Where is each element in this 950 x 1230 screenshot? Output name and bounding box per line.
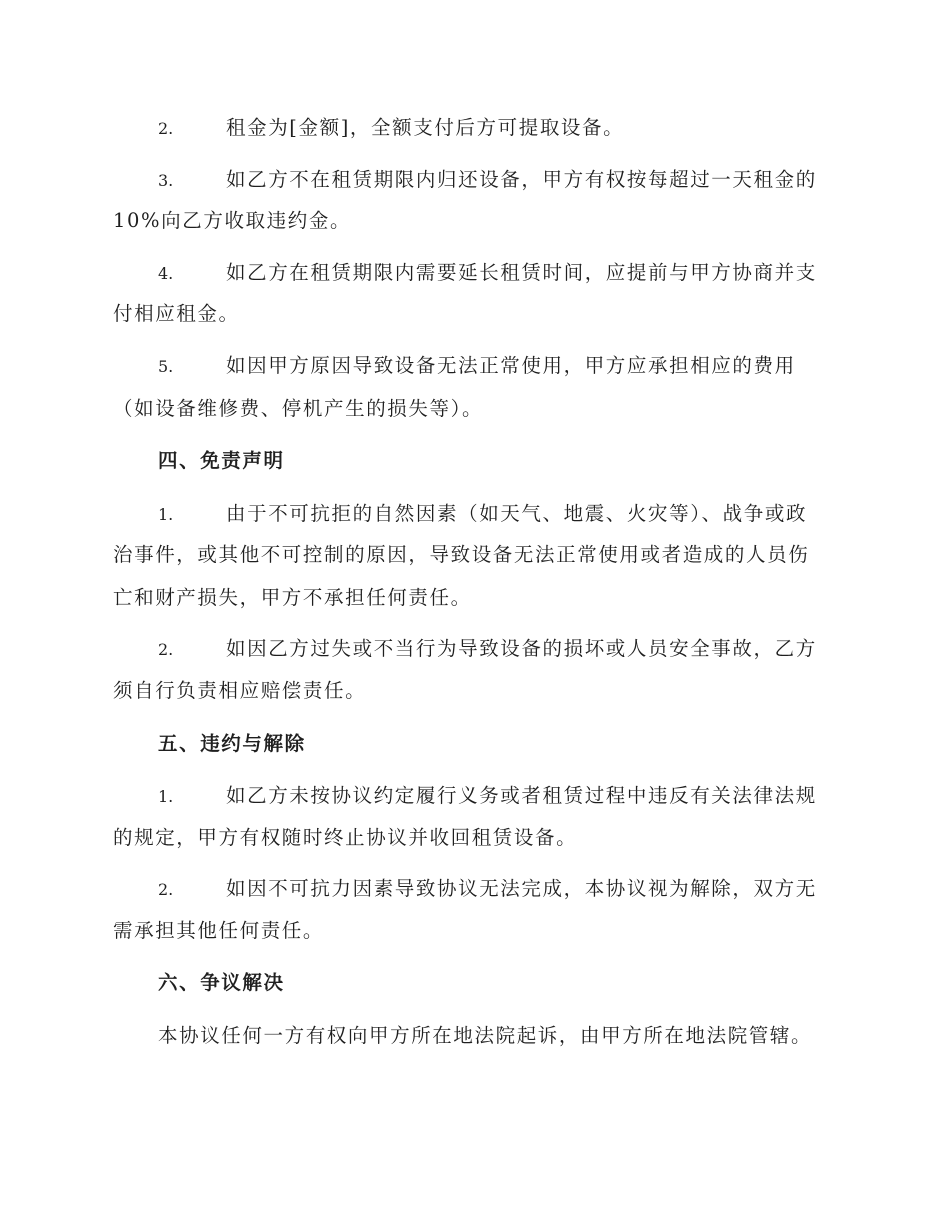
clause-text-line: 的规定，甲方有权随时终止协议并收回租赁设备。 [113, 826, 578, 849]
clause-number: 1. [158, 787, 174, 806]
dispute-resolution-text: 本协议任何一方有权向甲方所在地法院起诉，由甲方所在地法院管辖。 [158, 1024, 813, 1047]
clause-text-line: 如乙方在租赁期限内需要延长租赁时间，应提前与甲方协商并支 [226, 261, 817, 284]
clause-number: 2. [158, 119, 174, 138]
clause-text-line: 须自行负责相应赔偿责任。 [113, 679, 367, 702]
clause-number: 5. [158, 357, 174, 376]
clause-text-line: 由于不可抗拒的自然因素（如天气、地震、火灾等）、战争或政 [226, 502, 808, 525]
clause-text-line: 如因甲方原因导致设备无法正常使用，甲方应承担相应的费用 [226, 354, 796, 377]
clause-text-line: 需承担其他任何责任。 [113, 919, 325, 942]
clause-number: 2. [158, 640, 174, 659]
section-heading-5: 五、违约与解除 [158, 732, 306, 755]
clause-number: 4. [158, 264, 174, 283]
clause-text-line: 治事件，或其他不可控制的原因，导致设备无法正常使用或者造成的人员伤 [113, 543, 810, 566]
clause-text-line: 如乙方不在租赁期限内归还设备，甲方有权按每超过一天租金的 [226, 168, 817, 191]
clause-number: 1. [158, 505, 174, 524]
clause-text-line: 如乙方未按协议约定履行义务或者租赁过程中违反有关法律法规 [226, 784, 817, 807]
clause-text-line: 10%向乙方收取违约金。 [113, 209, 352, 232]
clause-text-line: （如设备维修费、停机产生的损失等）。 [113, 397, 484, 420]
clause-text-line: 如因不可抗力因素导致协议无法完成，本协议视为解除，双方无 [226, 877, 817, 900]
clause-text-line: 租金为[金额]，全额支付后方可提取设备。 [226, 116, 625, 139]
clause-text-line: 付相应租金。 [113, 302, 240, 325]
clause-text-line: 如因乙方过失或不当行为导致设备的损坏或人员安全事故，乙方 [226, 637, 817, 660]
clause-number: 2. [158, 880, 174, 899]
section-heading-4: 四、免责声明 [158, 449, 285, 472]
clause-number: 3. [158, 171, 174, 190]
section-heading-6: 六、争议解决 [158, 971, 285, 994]
clause-text-line: 亡和财产损失，甲方不承担任何责任。 [113, 586, 472, 609]
